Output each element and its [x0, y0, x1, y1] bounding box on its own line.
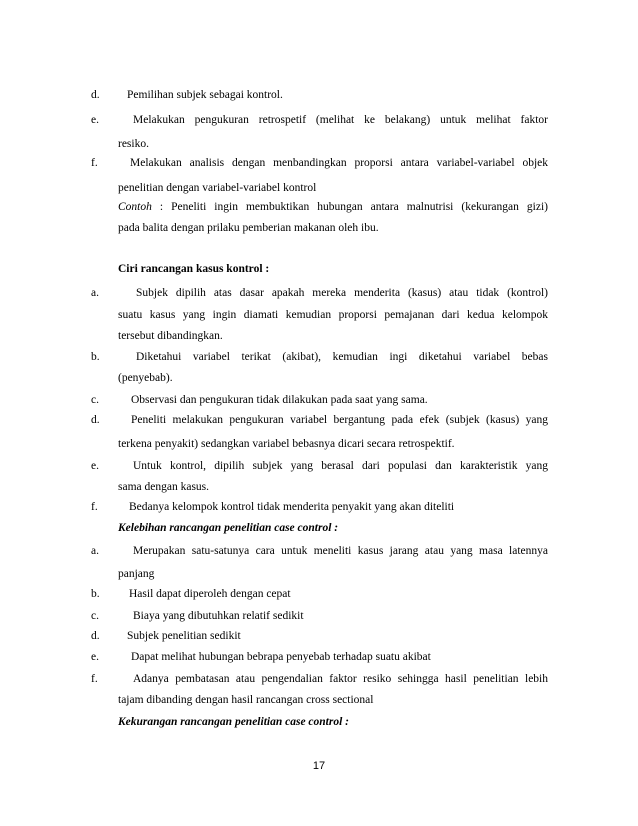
list-item: [0, 391, 638, 409]
list-item-continuation: [0, 435, 638, 453]
example-label: Contoh: [118, 201, 152, 213]
list-item: [0, 670, 638, 688]
list-marker: a.: [91, 287, 99, 299]
list-text: Untuk kontrol, dipilih subjek yang berasal dari populasi dan karakteristik yang: [133, 460, 548, 472]
list-item-continuation: [0, 179, 638, 197]
list-item: [0, 457, 638, 475]
list-item: [0, 627, 638, 645]
list-text: terkena penyakit) sedangkan variabel bebasnya dicari secara retrospektif.: [118, 438, 455, 450]
list-text: Subjek dipilih atas dasar apakah mereka menderita (kasus) atau tidak (kontrol): [136, 287, 548, 299]
list-text: resiko.: [118, 138, 149, 150]
list-text: Dapat melihat hubungan bebrapa penyebab terhadap suatu akibat: [131, 651, 431, 663]
list-item: [0, 542, 638, 560]
list-item: [0, 607, 638, 625]
list-item: [0, 585, 638, 603]
heading-text: Kekurangan rancangan penelitian case control :: [118, 716, 349, 728]
list-item: [0, 111, 638, 129]
list-text: (penyebab).: [118, 372, 173, 384]
list-text: suatu kasus yang ingin diamati kemudian proporsi pemajanan dari kedua kelompok: [118, 309, 548, 321]
list-marker: e.: [91, 651, 99, 663]
list-item: [0, 86, 638, 104]
list-text: Biaya yang dibutuhkan relatif sedikit: [133, 610, 304, 622]
list-text: Bedanya kelompok kontrol tidak menderita penyakit yang akan diteliti: [129, 501, 455, 513]
list-item-continuation: [0, 306, 638, 324]
list-text: pada balita dengan prilaku pemberian makanan oleh ibu.: [118, 222, 379, 234]
list-item: [0, 348, 638, 366]
example-text: [118, 198, 548, 216]
heading-text: Kelebihan rancangan penelitian case control :: [118, 522, 339, 534]
section-heading: [0, 519, 638, 537]
list-text: Peneliti melakukan pengukuran variabel bergantung pada efek (subjek (kasus) yang: [131, 414, 548, 426]
list-item: [0, 154, 638, 172]
list-item-continuation: [0, 565, 638, 583]
list-text: sama dengan kasus.: [118, 481, 210, 493]
list-text: Melakukan pengukuran retrospetif (melihat ke belakang) untuk melihat faktor: [133, 114, 548, 126]
heading-text: Ciri rancangan kasus kontrol :: [118, 263, 270, 275]
list-text: tajam dibanding dengan hasil rancangan cross sectional: [118, 694, 374, 706]
example-body: : Peneliti ingin membuktikan hubungan antara malnutrisi (kekurangan gizi): [151, 201, 548, 213]
list-marker: f.: [91, 501, 98, 513]
list-marker: c.: [91, 394, 99, 406]
list-text: Observasi dan pengukuran tidak dilakukan pada saat yang sama.: [131, 394, 428, 406]
list-item-continuation: [0, 478, 638, 496]
list-item-continuation: [0, 219, 638, 237]
list-item: [0, 498, 638, 516]
list-text: Pemilihan subjek sebagai kontrol.: [127, 89, 283, 101]
example-line: [0, 198, 638, 216]
list-item: [0, 411, 638, 429]
list-item: [0, 648, 638, 666]
list-text: penelitian dengan variabel-variabel kontrol: [118, 182, 317, 194]
list-text: panjang: [118, 568, 155, 580]
list-text: Melakukan analisis dengan menbandingkan proporsi antara variabel-variabel objek: [130, 157, 548, 169]
section-heading: [0, 260, 638, 278]
list-marker: b.: [91, 351, 100, 363]
list-marker: f.: [91, 673, 98, 685]
list-text: Diketahui variabel terikat (akibat), kemudian ingi diketahui variabel bebas: [136, 351, 548, 363]
list-item-continuation: [0, 327, 638, 345]
list-marker: e.: [91, 114, 99, 126]
list-marker: d.: [91, 89, 100, 101]
list-marker: c.: [91, 610, 99, 622]
list-text: tersebut dibandingkan.: [118, 330, 223, 342]
list-marker: b.: [91, 588, 100, 600]
list-marker: e.: [91, 460, 99, 472]
list-text: Subjek penelitian sedikit: [127, 630, 241, 642]
list-item: [0, 284, 638, 302]
list-item-continuation: [0, 691, 638, 709]
list-marker: d.: [91, 630, 100, 642]
list-text: Merupakan satu-satunya cara untuk meneliti kasus jarang atau yang masa latennya: [133, 545, 548, 557]
list-item-continuation: [0, 135, 638, 153]
section-heading: [0, 713, 638, 731]
list-text: Adanya pembatasan atau pengendalian faktor resiko sehingga hasil penelitian lebih: [133, 673, 548, 685]
list-marker: a.: [91, 545, 99, 557]
list-text: Hasil dapat diperoleh dengan cepat: [129, 588, 291, 600]
list-marker: f.: [91, 157, 98, 169]
list-marker: d.: [91, 414, 100, 426]
page-number: 17: [312, 760, 326, 772]
list-item-continuation: [0, 369, 638, 387]
